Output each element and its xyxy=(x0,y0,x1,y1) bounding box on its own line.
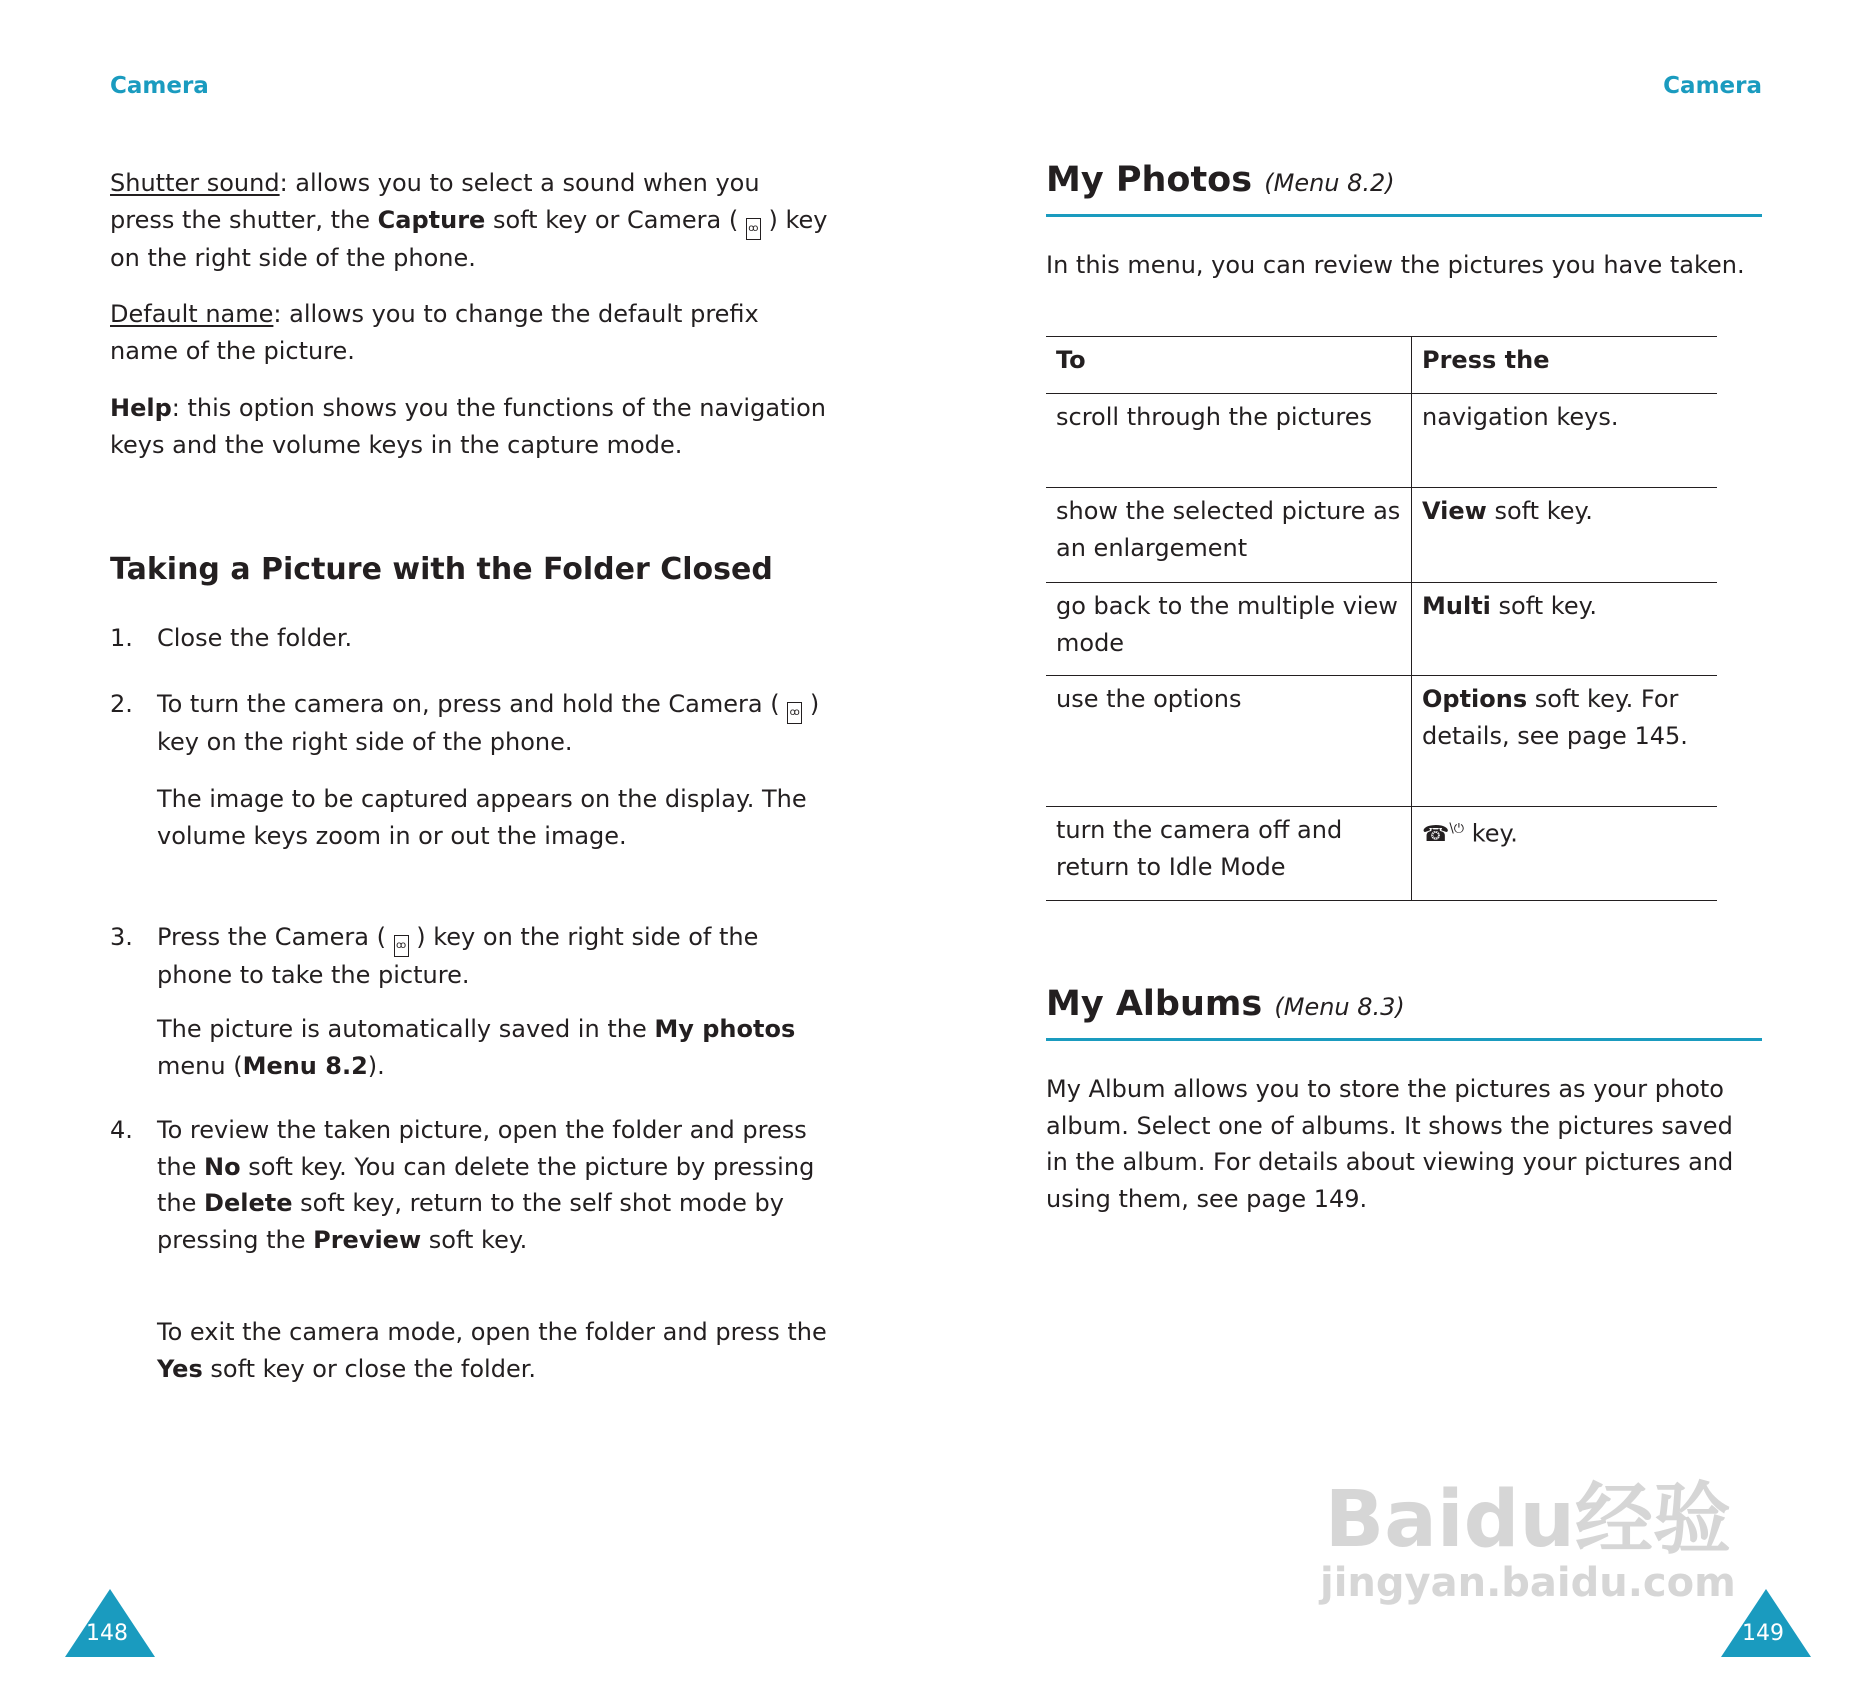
text: Menu 8.2 xyxy=(242,1051,368,1080)
my-albums-heading xyxy=(1046,986,1405,1026)
page-number-right: 149 xyxy=(1742,1621,1784,1646)
text: soft key. xyxy=(421,1225,528,1254)
watermark-url: jingyan.baidu.com xyxy=(1320,1560,1736,1606)
cell: use the options xyxy=(1046,676,1412,807)
heading-rule xyxy=(1046,214,1762,217)
shutter-sound-paragraph xyxy=(110,165,830,276)
text: : allows you to select a sound when you press the shutter, the xyxy=(110,169,760,234)
step-4-note xyxy=(157,1314,837,1387)
text: : allows you to change the default prefix name of the picture. xyxy=(110,300,759,365)
section-heading: Taking a Picture with the Folder Closed xyxy=(110,552,773,587)
step-4 xyxy=(157,1112,837,1258)
text: ) key on the right side of the phone to take the picture. xyxy=(157,923,759,989)
step-2-note: The image to be captured appears on the display. The volume keys zoom in or out the image. xyxy=(157,785,807,850)
cell xyxy=(1412,807,1718,901)
menu-number: (Menu 8.3) xyxy=(1274,993,1405,1021)
running-header-left: Camera xyxy=(110,73,209,99)
text: key. xyxy=(1464,819,1518,848)
table-row xyxy=(1046,807,1717,901)
step-number: 4. xyxy=(110,1116,133,1144)
text: No xyxy=(204,1152,241,1181)
menu-number: (Menu 8.2) xyxy=(1264,169,1395,197)
step-number: 3. xyxy=(110,923,133,951)
text: ) key on the right side of the phone. xyxy=(157,690,820,756)
text: Press the Camera ( xyxy=(157,923,394,951)
my-albums-text: My Album allows you to store the pictures as your photo album. Select one of albums. It shows the pictures saved in the album. For details about viewing your pictures and using them, see page 149. xyxy=(1046,1075,1734,1213)
camera-key-icon: ꝏ xyxy=(746,218,761,240)
cell: navigation keys. xyxy=(1412,394,1718,488)
term: Shutter sound xyxy=(110,169,280,197)
text: soft key. xyxy=(1486,497,1593,525)
text: My photos xyxy=(654,1015,796,1043)
text: : this option shows you the functions of the navigation keys and the volume keys in the capture mode. xyxy=(110,394,826,459)
text: Delete xyxy=(204,1189,293,1217)
text: soft key or close the folder. xyxy=(202,1354,537,1383)
text: To turn the camera on, press and hold the Camera ( xyxy=(157,690,788,718)
page-number-left: 148 xyxy=(86,1621,128,1646)
header-press: Press the xyxy=(1412,337,1718,394)
term: Default name xyxy=(110,300,274,328)
default-name-paragraph xyxy=(110,296,830,369)
step-3 xyxy=(157,919,837,994)
step-number: 1. xyxy=(110,624,133,652)
cell: go back to the multiple view mode xyxy=(1046,583,1412,676)
help-paragraph xyxy=(110,390,830,463)
text: To exit the camera mode, open the folder and press the xyxy=(157,1318,827,1346)
end-power-key-icon: ☎\⏻ xyxy=(1422,822,1465,848)
text: soft key, return to the self shot mode by pressing the xyxy=(157,1189,784,1254)
cell xyxy=(1412,676,1718,807)
watermark-brand: Baidu经验 xyxy=(1324,1475,1731,1565)
cell xyxy=(1412,488,1718,583)
my-photos-intro: In this menu, you can review the pictures you have taken. xyxy=(1046,251,1745,279)
cell: show the selected picture as an enlargement xyxy=(1046,488,1412,583)
text: soft key. For details, see page 145. xyxy=(1422,685,1688,750)
camera-key-icon: ꝏ xyxy=(394,935,409,957)
header-to: To xyxy=(1046,337,1412,394)
text: ) key on the right side of the phone. xyxy=(110,205,828,272)
table-header xyxy=(1046,337,1717,394)
term: Help xyxy=(110,394,172,422)
table-row xyxy=(1046,394,1717,488)
key-functions-table xyxy=(1046,336,1717,901)
cell: scroll through the pictures xyxy=(1046,394,1412,488)
table-row xyxy=(1046,583,1717,676)
text: Capture xyxy=(377,205,486,234)
table-row xyxy=(1046,676,1717,807)
cell: turn the camera off and return to Idle Mode xyxy=(1046,807,1412,901)
text: Yes xyxy=(157,1354,203,1383)
heading-rule xyxy=(1046,1038,1762,1041)
text: ). xyxy=(367,1051,385,1080)
my-photos-heading xyxy=(1046,162,1395,202)
text: soft key. xyxy=(1490,592,1598,620)
step-2 xyxy=(157,686,837,761)
text: Multi xyxy=(1422,592,1491,620)
text: View xyxy=(1422,497,1487,525)
text: To review the taken picture, open the folder and press the xyxy=(157,1116,807,1181)
step-3-note xyxy=(157,1011,837,1084)
text: Options xyxy=(1422,685,1528,713)
text: The picture is automatically saved in the xyxy=(157,1015,655,1043)
text: soft key. You can delete the picture by pressing the xyxy=(157,1152,815,1217)
cell xyxy=(1412,583,1718,676)
text: menu ( xyxy=(157,1051,243,1080)
step-1: Close the folder. xyxy=(157,624,353,652)
watermark xyxy=(1320,1475,1736,1606)
step-number: 2. xyxy=(110,690,133,718)
text: Preview xyxy=(313,1225,422,1254)
table-row xyxy=(1046,488,1717,583)
text: soft key or Camera ( xyxy=(485,205,746,234)
title: My Albums xyxy=(1046,984,1263,1024)
running-header-right: Camera xyxy=(1663,73,1762,99)
camera-key-icon: ꝏ xyxy=(787,702,802,724)
title: My Photos xyxy=(1046,160,1253,200)
